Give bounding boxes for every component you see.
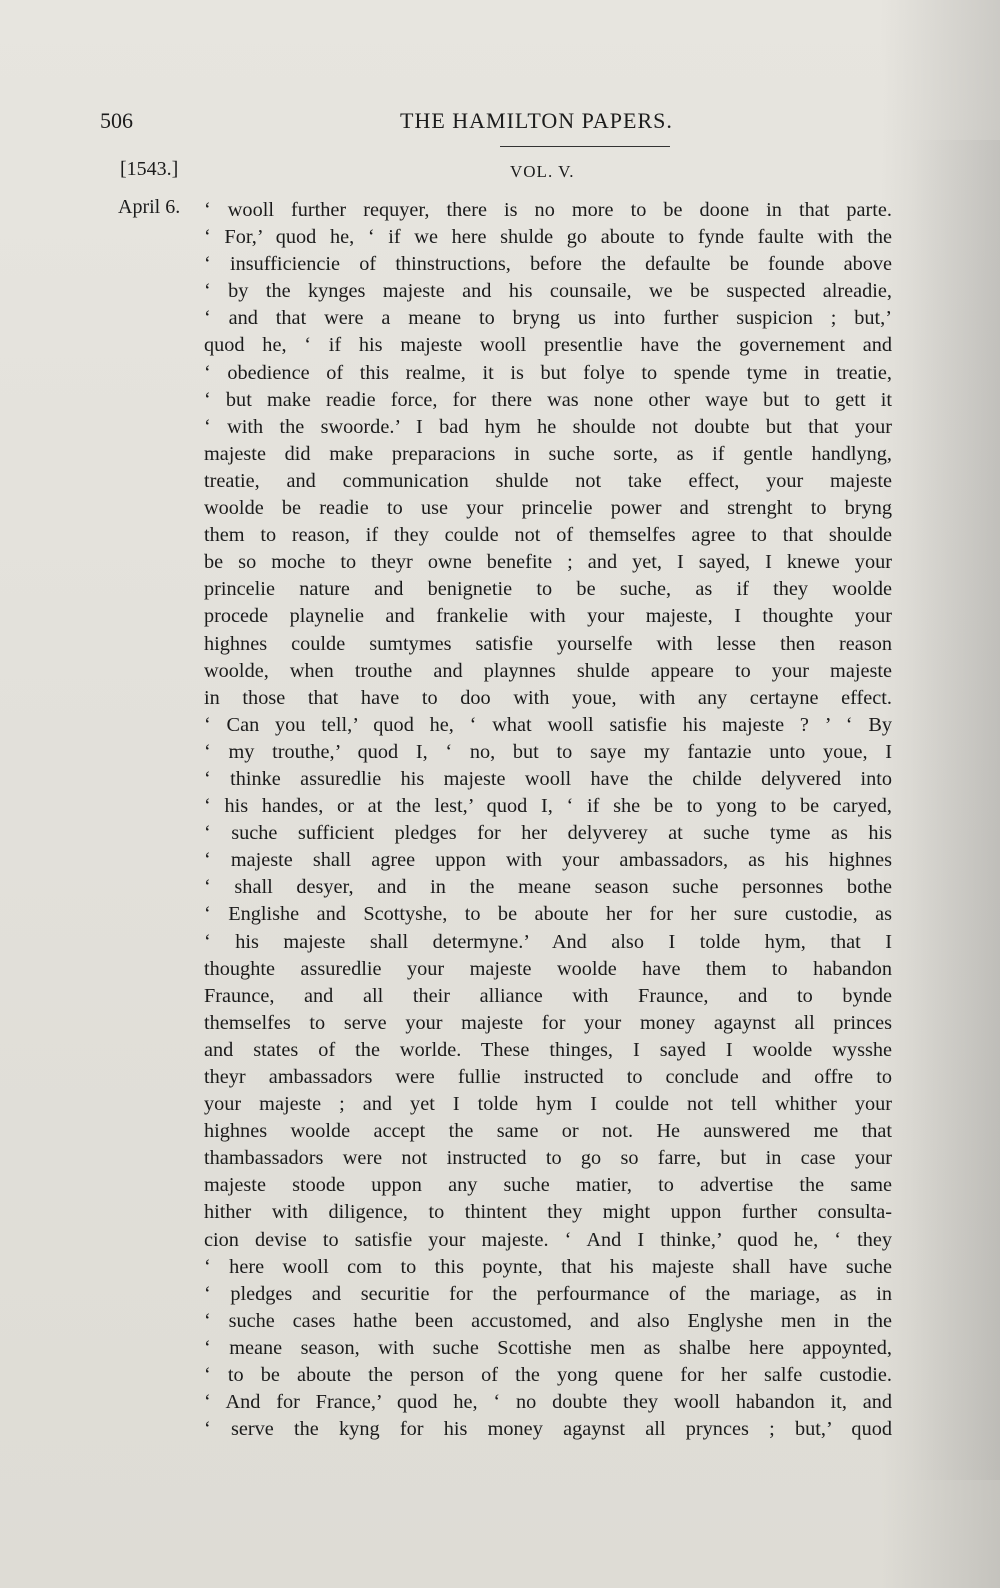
body-line: ‘ Can you tell,’ quod he, ‘ what wooll satisfie his majeste ? ’ ‘ By: [204, 713, 892, 736]
body-text: [204, 197, 892, 1443]
running-title: THE HAMILTON PAPERS.: [400, 108, 673, 133]
body-line: ‘ and that were a meane to bryng us into further suspicion ; but,’: [204, 307, 892, 330]
body-line: ‘ his majeste shall determyne.’ And also I tolde hym, that I: [204, 930, 892, 953]
show-through-bleed: [910, 140, 1000, 1480]
margin-date: April 6.: [118, 196, 181, 218]
running-head: [100, 108, 860, 138]
body-line: themselfes to serve your majeste for your money agaynst all princes: [204, 1011, 892, 1034]
body-line: hither with diligence, to thintent they might uppon further consulta-: [204, 1201, 892, 1224]
body-line: ‘ And for France,’ quod he, ‘ no doubte they wooll habandon it, and: [204, 1391, 892, 1414]
body-line: theyr ambassadors were fullie instructed to conclude and offre to: [204, 1066, 892, 1088]
header-rule: [500, 146, 670, 147]
body-line: highnes woolde accept the same or not. He aunswered me that: [204, 1120, 892, 1143]
body-line: ‘ with the swoorde.’ I bad hym he shoulde not doubte but that your: [204, 415, 892, 438]
body-line: quod he, ‘ if his majeste wooll presentlie have the governement and: [204, 334, 892, 357]
body-line: ‘ insufficiencie of thinstructions, before the defaulte be founde above: [204, 253, 892, 276]
body-line: ‘ wooll further requyer, there is no more to be doone in that parte.: [204, 199, 892, 221]
body-line: ‘ shall desyer, and in the meane season suche personnes bothe: [204, 876, 892, 899]
body-line: ‘ Englishe and Scottyshe, to be aboute her for her sure custodie, as: [204, 903, 892, 926]
body-line: ‘ to be aboute the person of the yong quene for her salfe custodie.: [204, 1364, 892, 1387]
body-line: treatie, and communication shulde not take effect, your majeste: [204, 469, 892, 492]
body-line: ‘ pledges and securitie for the perfourmance of the mariage, as in: [204, 1282, 892, 1305]
body-line: ‘ suche cases hathe been accustomed, and also Englyshe men in the: [204, 1309, 892, 1332]
body-line: ‘ my trouthe,’ quod I, ‘ no, but to saye my fantazie unto youe, I: [204, 740, 892, 763]
year-label: [1543.]: [120, 158, 179, 180]
body-line: ‘ obedience of this realme, it is but folye to spende tyme in treatie,: [204, 361, 892, 384]
body-line: ‘ majeste shall agree uppon with your ambassadors, as his highnes: [204, 849, 892, 872]
body-line: ‘ by the kynges majeste and his counsaile, we be suspected alreadie,: [204, 280, 892, 303]
body-line: majeste did make preparacions in suche sorte, as if gentle handlyng,: [204, 442, 892, 465]
body-line: ‘ serve the kyng for his money agaynst all prynces ; but,’ quod: [204, 1418, 892, 1441]
body-line: your majeste ; and yet I tolde hym I coulde not tell whither your: [204, 1093, 892, 1116]
body-line: thambassadors were not instructed to go so farre, but in case your: [204, 1147, 892, 1170]
body-line: Fraunce, and all their alliance with Fraunce, and to bynde: [204, 984, 892, 1007]
body-line: majeste stoode uppon any suche matier, to advertise the same: [204, 1174, 892, 1197]
body-line: woolde be readie to use your princelie power and strenght to bryng: [204, 497, 892, 520]
body-line: ‘ his handes, or at the lest,’ quod I, ‘ if she be to yong to be caryed,: [204, 795, 892, 818]
body-line: ‘ but make readie force, for there was none other waye but to gett it: [204, 388, 892, 411]
body-line: princelie nature and benignetie to be suche, as if they woolde: [204, 578, 892, 601]
body-line: highnes coulde sumtymes satisfie yourselfe with lesse then reason: [204, 632, 892, 655]
volume-label: VOL. V.: [510, 162, 575, 181]
body-line: ‘ here wooll com to this poynte, that his majeste shall have suche: [204, 1255, 892, 1278]
body-line: procede playnelie and frankelie with your majeste, I thoughte your: [204, 605, 892, 628]
body-line: thoughte assuredlie your majeste woolde have them to habandon: [204, 957, 892, 980]
body-line: and states of the worlde. These thinges, I sayed I woolde wysshe: [204, 1038, 892, 1061]
body-line: cion devise to satisfie your majeste. ‘ And I thinke,’ quod he, ‘ they: [204, 1228, 892, 1251]
body-line: them to reason, if they coulde not of themselfes agree to that shoulde: [204, 524, 892, 547]
body-line: be so moche to theyr owne benefite ; and yet, I sayed, I knewe your: [204, 551, 892, 574]
body-line: woolde, when trouthe and playnnes shulde appeare to your majeste: [204, 659, 892, 682]
body-line: in those that have to doo with youe, with any certayne effect.: [204, 686, 892, 709]
page-number: 506: [100, 108, 133, 133]
body-line: ‘ suche sufficient pledges for her delyverey at suche tyme as his: [204, 822, 892, 845]
body-line: ‘ For,’ quod he, ‘ if we here shulde go aboute to fynde faulte with the: [204, 226, 892, 249]
body-line: ‘ thinke assuredlie his majeste wooll have the childe delyvered into: [204, 767, 892, 790]
body-line: ‘ meane season, with suche Scottishe men as shalbe here appoynted,: [204, 1336, 892, 1359]
